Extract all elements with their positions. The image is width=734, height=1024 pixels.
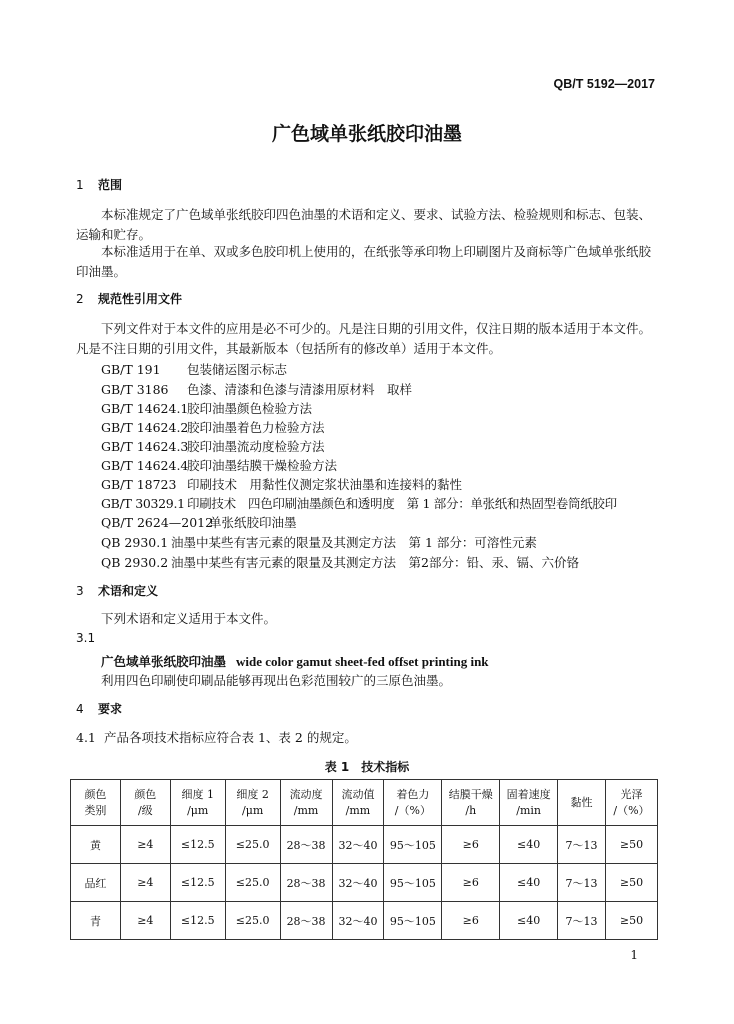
table-cell: ≥4	[120, 864, 170, 902]
clause-number: 4.1	[76, 730, 96, 745]
table-cell: 青	[71, 902, 121, 940]
reference-item	[101, 475, 462, 493]
reference-title: 色漆、清漆和色漆与清漆用原材料 取样	[187, 382, 413, 397]
table-cell: ≤25.0	[225, 864, 280, 902]
table-cell: ≥6	[442, 864, 500, 902]
table-cell: 95～105	[384, 902, 442, 940]
table-cell: ≤25.0	[225, 902, 280, 940]
section-2-heading	[76, 290, 182, 307]
section-title: 术语和定义	[98, 584, 159, 598]
table-cell: ≤40	[500, 826, 558, 864]
table-cell: ≤12.5	[170, 826, 225, 864]
reference-item	[101, 360, 287, 378]
reference-code: GB/T 30329.1	[101, 496, 185, 511]
reference-title: 油墨中某些有害元素的限量及其测定方法 第 1 部分：可溶性元素	[171, 535, 537, 550]
reference-item	[101, 399, 312, 417]
table-cell: 28～38	[280, 826, 332, 864]
section-1-para-1: 本标准规定了广色域单张纸胶印四色油墨的术语和定义、要求、试验方法、检验规则和标志、包装、运输和贮存。	[76, 207, 652, 242]
reference-item	[101, 513, 297, 531]
technical-spec-table	[70, 779, 658, 940]
table-cell: ≤12.5	[170, 902, 225, 940]
clause-text: 产品各项技术指标应符合表 1、表 2 的规定。	[104, 730, 357, 745]
table-cell: 28～38	[280, 864, 332, 902]
reference-code: QB 2930.2	[101, 555, 169, 570]
section-1-para-2: 本标准适用于在单、双或多色胶印机上使用的，在纸张等承印物上印刷图片及商标等广色域单张纸胶印油墨。	[76, 244, 652, 279]
column-header: 着色力 /（%）	[384, 780, 442, 826]
table-cell: ≤12.5	[170, 864, 225, 902]
term-english: wide color gamut sheet-fed offset printing ink	[236, 654, 489, 669]
reference-title: 印刷技术 用黏性仪测定浆状油墨和连接料的黏性	[187, 477, 463, 492]
column-header: 黏性	[558, 780, 606, 826]
table-row	[71, 826, 658, 864]
table-cell: ≥50	[605, 902, 657, 940]
column-header: 固着速度 /min	[500, 780, 558, 826]
reference-code: GB/T 14624.2	[101, 420, 189, 435]
column-header: 细度 1 /μm	[170, 780, 225, 826]
reference-code: GB/T 14624.3	[101, 439, 189, 454]
reference-code: QB 2930.1	[101, 535, 169, 550]
table-row	[71, 902, 658, 940]
reference-item	[101, 494, 617, 512]
reference-item	[101, 456, 337, 474]
reference-title: 印刷技术 四色印刷油墨颜色和透明度 第 1 部分：单张纸和热固型卷筒纸胶印	[187, 496, 617, 511]
table-row	[71, 864, 658, 902]
section-title: 范围	[98, 178, 123, 192]
section-3-heading	[76, 582, 158, 599]
section-2-intro: 下列文件对于本文件的应用是必不可少的。凡是注日期的引用文件，仅注日期的版本适用于本文件。凡是不注日期的引用文件，其最新版本（包括所有的修改单）适用于本文件。	[76, 321, 652, 356]
reference-title: 胶印油墨颜色检验方法	[187, 401, 313, 416]
table-caption: 表 1 技术指标	[324, 760, 410, 774]
column-header: 颜色 类别	[71, 780, 121, 826]
reference-code: GB/T 18723	[101, 477, 177, 492]
table-cell: ≥6	[442, 826, 500, 864]
table-cell: ≥50	[605, 826, 657, 864]
column-header: 流动度 /mm	[280, 780, 332, 826]
section-number: 2	[76, 292, 84, 306]
reference-code: GB/T 14624.1	[101, 401, 189, 416]
section-4-heading	[76, 700, 122, 717]
standard-number: QB/T 5192—2017	[553, 77, 655, 91]
reference-title: 胶印油墨流动度检验方法	[187, 439, 325, 454]
table-cell: ≥4	[120, 826, 170, 864]
table-header-row	[71, 780, 658, 826]
reference-title: 单张纸胶印油墨	[209, 515, 297, 530]
reference-code: GB/T 191	[101, 362, 161, 377]
section-number: 1	[76, 178, 84, 192]
table-cell: 黄	[71, 826, 121, 864]
table-cell: ≤40	[500, 864, 558, 902]
table-cell: 7～13	[558, 902, 606, 940]
table-cell: 95～105	[384, 864, 442, 902]
section-3-intro: 下列术语和定义适用于本文件。	[101, 611, 277, 626]
term-number: 3.1	[76, 631, 96, 645]
term-entry	[101, 651, 489, 670]
table-cell: 品红	[71, 864, 121, 902]
section-number: 3	[76, 584, 84, 598]
table-cell: 28～38	[280, 902, 332, 940]
section-title: 规范性引用文件	[98, 292, 183, 306]
reference-code: QB/T 2624—2012	[101, 515, 214, 530]
document-title: 广色域单张纸胶印油墨	[271, 123, 462, 145]
reference-title: 包装储运图示标志	[187, 362, 288, 377]
term-chinese: 广色域单张纸胶印油墨	[101, 654, 227, 669]
table-cell: ≤25.0	[225, 826, 280, 864]
reference-item	[101, 380, 412, 398]
table-cell: ≤40	[500, 902, 558, 940]
table-cell: ≥50	[605, 864, 657, 902]
reference-item	[101, 553, 579, 571]
reference-code: GB/T 14624.4	[101, 458, 189, 473]
table-cell: 7～13	[558, 826, 606, 864]
column-header: 光泽 /（%）	[605, 780, 657, 826]
section-title: 要求	[98, 702, 123, 716]
reference-item	[101, 418, 325, 436]
table-cell: 7～13	[558, 864, 606, 902]
term-definition: 利用四色印刷使印刷品能够再现出色彩范围较广的三原色油墨。	[101, 673, 452, 688]
section-number: 4	[76, 702, 84, 716]
page-number: 1	[630, 948, 638, 962]
reference-item	[101, 437, 325, 455]
table-cell: 32～40	[332, 826, 384, 864]
table-cell: 32～40	[332, 864, 384, 902]
column-header: 细度 2 /μm	[225, 780, 280, 826]
table-cell: ≥4	[120, 902, 170, 940]
column-header: 颜色 /级	[120, 780, 170, 826]
reference-title: 胶印油墨结膜干燥检验方法	[187, 458, 338, 473]
column-header: 流动值 /mm	[332, 780, 384, 826]
clause-4-1	[76, 728, 357, 746]
table-cell: 95～105	[384, 826, 442, 864]
section-1-heading	[76, 176, 122, 193]
table-cell: 32～40	[332, 902, 384, 940]
reference-code: GB/T 3186	[101, 382, 169, 397]
reference-title: 胶印油墨着色力检验方法	[187, 420, 325, 435]
column-header: 结膜干燥 /h	[442, 780, 500, 826]
reference-title: 油墨中某些有害元素的限量及其测定方法 第2部分：铅、汞、镉、六价铬	[171, 555, 579, 570]
reference-item	[101, 533, 537, 551]
table-cell: ≥6	[442, 902, 500, 940]
